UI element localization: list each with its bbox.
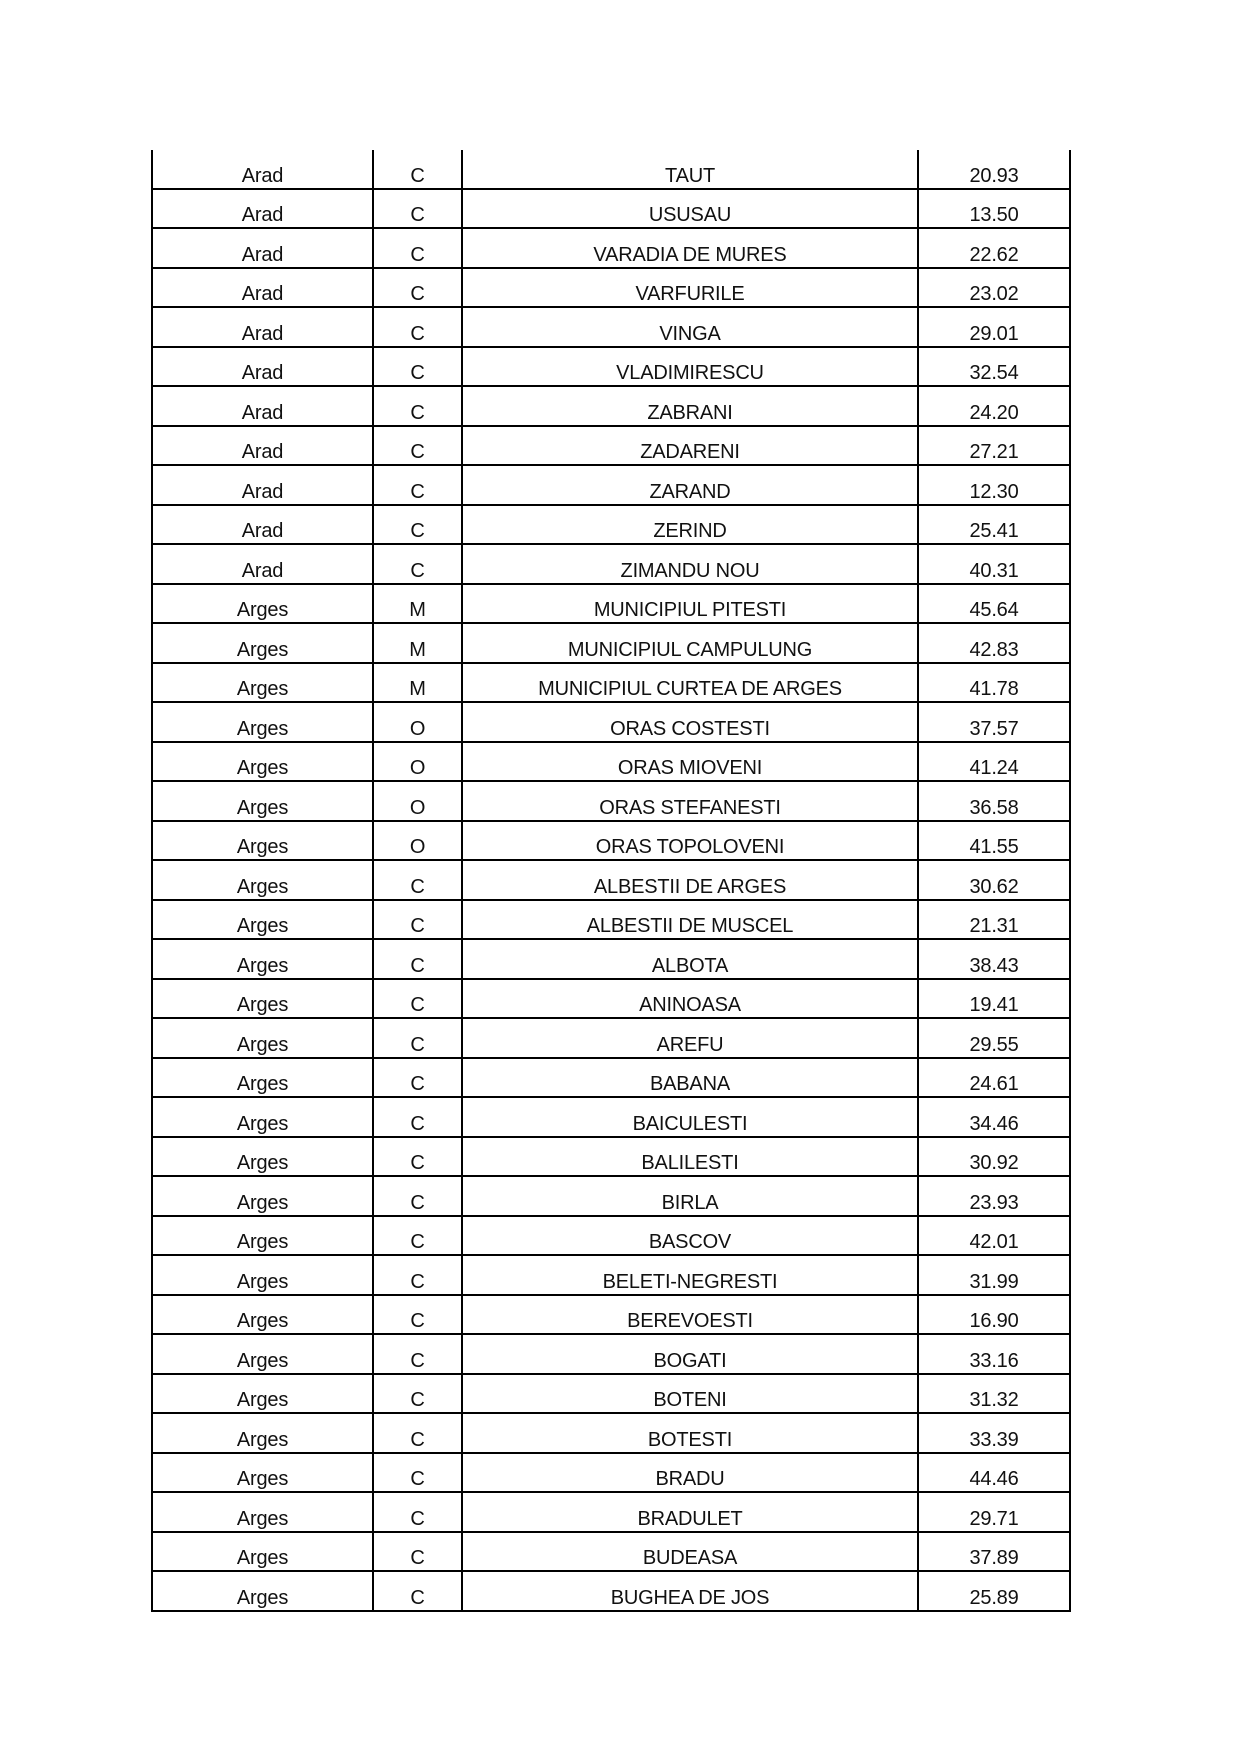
type-cell: C xyxy=(373,347,462,387)
locality-cell: ORAS MIOVENI xyxy=(462,742,918,782)
value-cell: 13.50 xyxy=(918,189,1070,229)
county-cell: Arges xyxy=(152,1176,373,1216)
table-row xyxy=(152,900,1070,940)
table-row xyxy=(152,1413,1070,1453)
locality-cell: BUDEASA xyxy=(462,1532,918,1572)
county-cell: Arges xyxy=(152,1532,373,1572)
type-cell: M xyxy=(373,663,462,703)
table-row xyxy=(152,505,1070,545)
table-row xyxy=(152,347,1070,387)
locality-cell: TAUT xyxy=(462,150,918,189)
type-cell: C xyxy=(373,228,462,268)
locality-cell: BOGATI xyxy=(462,1334,918,1374)
type-cell: C xyxy=(373,544,462,584)
type-cell: C xyxy=(373,1453,462,1493)
county-cell: Arges xyxy=(152,781,373,821)
type-cell: C xyxy=(373,860,462,900)
county-cell: Arad xyxy=(152,228,373,268)
table-row xyxy=(152,860,1070,900)
table-row xyxy=(152,544,1070,584)
county-cell: Arad xyxy=(152,426,373,466)
locality-cell: ORAS STEFANESTI xyxy=(462,781,918,821)
locality-cell: ALBESTII DE ARGES xyxy=(462,860,918,900)
type-cell: C xyxy=(373,150,462,189)
table-row xyxy=(152,1058,1070,1098)
type-cell: C xyxy=(373,1176,462,1216)
value-cell: 21.31 xyxy=(918,900,1070,940)
value-cell: 44.46 xyxy=(918,1453,1070,1493)
locality-cell: BEREVOESTI xyxy=(462,1295,918,1335)
type-cell: O xyxy=(373,821,462,861)
value-cell: 42.83 xyxy=(918,623,1070,663)
value-cell: 42.01 xyxy=(918,1216,1070,1256)
value-cell: 25.89 xyxy=(918,1571,1070,1611)
type-cell: M xyxy=(373,584,462,624)
locality-cell: BRADU xyxy=(462,1453,918,1493)
type-cell: C xyxy=(373,189,462,229)
locality-cell: BAICULESTI xyxy=(462,1097,918,1137)
locality-cell: ZERIND xyxy=(462,505,918,545)
locality-cell: MUNICIPIUL PITESTI xyxy=(462,584,918,624)
type-cell: C xyxy=(373,939,462,979)
locality-cell: MUNICIPIUL CURTEA DE ARGES xyxy=(462,663,918,703)
table-row xyxy=(152,1334,1070,1374)
county-cell: Arges xyxy=(152,702,373,742)
value-cell: 41.55 xyxy=(918,821,1070,861)
locality-cell: AREFU xyxy=(462,1018,918,1058)
locality-cell: ALBOTA xyxy=(462,939,918,979)
type-cell: C xyxy=(373,979,462,1019)
type-cell: O xyxy=(373,702,462,742)
county-cell: Arges xyxy=(152,1374,373,1414)
value-cell: 33.16 xyxy=(918,1334,1070,1374)
table-row xyxy=(152,268,1070,308)
type-cell: C xyxy=(373,1018,462,1058)
county-cell: Arad xyxy=(152,505,373,545)
value-cell: 38.43 xyxy=(918,939,1070,979)
locality-cell: ORAS COSTESTI xyxy=(462,702,918,742)
table-row xyxy=(152,150,1070,189)
type-cell: C xyxy=(373,386,462,426)
locality-cell: MUNICIPIUL CAMPULUNG xyxy=(462,623,918,663)
type-cell: C xyxy=(373,1571,462,1611)
locality-cell: VARADIA DE MURES xyxy=(462,228,918,268)
table-row xyxy=(152,742,1070,782)
value-cell: 29.01 xyxy=(918,307,1070,347)
table-row xyxy=(152,189,1070,229)
value-cell: 24.61 xyxy=(918,1058,1070,1098)
table-row xyxy=(152,1295,1070,1335)
table-row xyxy=(152,1571,1070,1611)
type-cell: O xyxy=(373,742,462,782)
type-cell: C xyxy=(373,1058,462,1098)
county-cell: Arges xyxy=(152,742,373,782)
locality-cell: BRADULET xyxy=(462,1492,918,1532)
county-cell: Arges xyxy=(152,1295,373,1335)
value-cell: 29.71 xyxy=(918,1492,1070,1532)
table-row xyxy=(152,426,1070,466)
value-cell: 19.41 xyxy=(918,979,1070,1019)
county-cell: Arad xyxy=(152,386,373,426)
table-row xyxy=(152,1137,1070,1177)
value-cell: 24.20 xyxy=(918,386,1070,426)
county-cell: Arges xyxy=(152,1216,373,1256)
county-cell: Arad xyxy=(152,268,373,308)
table-row xyxy=(152,623,1070,663)
county-cell: Arges xyxy=(152,939,373,979)
county-cell: Arges xyxy=(152,1413,373,1453)
county-cell: Arges xyxy=(152,1492,373,1532)
value-cell: 22.62 xyxy=(918,228,1070,268)
county-cell: Arges xyxy=(152,1571,373,1611)
locality-cell: VARFURILE xyxy=(462,268,918,308)
county-cell: Arges xyxy=(152,584,373,624)
type-cell: C xyxy=(373,465,462,505)
table-row xyxy=(152,702,1070,742)
county-cell: Arad xyxy=(152,465,373,505)
county-cell: Arges xyxy=(152,1334,373,1374)
table-row xyxy=(152,979,1070,1019)
locality-cell: ZABRANI xyxy=(462,386,918,426)
table-row xyxy=(152,1453,1070,1493)
county-cell: Arges xyxy=(152,1255,373,1295)
value-cell: 29.55 xyxy=(918,1018,1070,1058)
locality-cell: ORAS TOPOLOVENI xyxy=(462,821,918,861)
type-cell: C xyxy=(373,1097,462,1137)
value-cell: 36.58 xyxy=(918,781,1070,821)
type-cell: M xyxy=(373,623,462,663)
value-cell: 33.39 xyxy=(918,1413,1070,1453)
type-cell: C xyxy=(373,1413,462,1453)
county-cell: Arad xyxy=(152,150,373,189)
table-row xyxy=(152,1176,1070,1216)
table-row xyxy=(152,821,1070,861)
value-cell: 45.64 xyxy=(918,584,1070,624)
type-cell: C xyxy=(373,1137,462,1177)
type-cell: C xyxy=(373,1492,462,1532)
county-cell: Arad xyxy=(152,189,373,229)
locality-cell: ZIMANDU NOU xyxy=(462,544,918,584)
locality-cell: ALBESTII DE MUSCEL xyxy=(462,900,918,940)
county-cell: Arad xyxy=(152,347,373,387)
table-row xyxy=(152,1255,1070,1295)
locality-cell: VLADIMIRESCU xyxy=(462,347,918,387)
value-cell: 34.46 xyxy=(918,1097,1070,1137)
table-row xyxy=(152,1216,1070,1256)
value-cell: 27.21 xyxy=(918,426,1070,466)
county-cell: Arges xyxy=(152,1018,373,1058)
table-row xyxy=(152,1018,1070,1058)
value-cell: 32.54 xyxy=(918,347,1070,387)
type-cell: C xyxy=(373,268,462,308)
table-row xyxy=(152,939,1070,979)
locality-cell: BALILESTI xyxy=(462,1137,918,1177)
value-cell: 41.24 xyxy=(918,742,1070,782)
type-cell: C xyxy=(373,900,462,940)
locality-cell: BIRLA xyxy=(462,1176,918,1216)
table-row xyxy=(152,584,1070,624)
county-cell: Arges xyxy=(152,1453,373,1493)
county-cell: Arad xyxy=(152,544,373,584)
table-row xyxy=(152,1374,1070,1414)
county-cell: Arges xyxy=(152,1058,373,1098)
value-cell: 31.32 xyxy=(918,1374,1070,1414)
value-cell: 23.02 xyxy=(918,268,1070,308)
locality-cell: VINGA xyxy=(462,307,918,347)
locality-cell: BABANA xyxy=(462,1058,918,1098)
county-cell: Arges xyxy=(152,663,373,703)
locality-cell: BUGHEA DE JOS xyxy=(462,1571,918,1611)
table-row xyxy=(152,307,1070,347)
value-cell: 30.92 xyxy=(918,1137,1070,1177)
value-cell: 40.31 xyxy=(918,544,1070,584)
county-cell: Arges xyxy=(152,1097,373,1137)
locality-cell: ANINOASA xyxy=(462,979,918,1019)
county-cell: Arad xyxy=(152,307,373,347)
locality-cell: ZARAND xyxy=(462,465,918,505)
locality-cell: BOTENI xyxy=(462,1374,918,1414)
type-cell: C xyxy=(373,426,462,466)
table-row xyxy=(152,663,1070,703)
table-body xyxy=(152,150,1070,1611)
type-cell: C xyxy=(373,505,462,545)
value-cell: 30.62 xyxy=(918,860,1070,900)
type-cell: C xyxy=(373,1255,462,1295)
type-cell: C xyxy=(373,1374,462,1414)
value-cell: 16.90 xyxy=(918,1295,1070,1335)
locality-cell: BOTESTI xyxy=(462,1413,918,1453)
value-cell: 37.89 xyxy=(918,1532,1070,1572)
locality-cell: BASCOV xyxy=(462,1216,918,1256)
county-cell: Arges xyxy=(152,979,373,1019)
table-row xyxy=(152,228,1070,268)
county-cell: Arges xyxy=(152,1137,373,1177)
type-cell: C xyxy=(373,1532,462,1572)
value-cell: 20.93 xyxy=(918,150,1070,189)
type-cell: C xyxy=(373,1295,462,1335)
locality-table xyxy=(151,150,1071,1612)
table-row xyxy=(152,386,1070,426)
table-row xyxy=(152,1097,1070,1137)
value-cell: 37.57 xyxy=(918,702,1070,742)
type-cell: C xyxy=(373,1334,462,1374)
locality-cell: ZADARENI xyxy=(462,426,918,466)
locality-cell: BELETI-NEGRESTI xyxy=(462,1255,918,1295)
value-cell: 25.41 xyxy=(918,505,1070,545)
value-cell: 41.78 xyxy=(918,663,1070,703)
type-cell: C xyxy=(373,1216,462,1256)
value-cell: 31.99 xyxy=(918,1255,1070,1295)
county-cell: Arges xyxy=(152,900,373,940)
table-row xyxy=(152,1492,1070,1532)
table-row xyxy=(152,1532,1070,1572)
value-cell: 23.93 xyxy=(918,1176,1070,1216)
value-cell: 12.30 xyxy=(918,465,1070,505)
type-cell: O xyxy=(373,781,462,821)
type-cell: C xyxy=(373,307,462,347)
locality-cell: USUSAU xyxy=(462,189,918,229)
table-row xyxy=(152,465,1070,505)
county-cell: Arges xyxy=(152,860,373,900)
county-cell: Arges xyxy=(152,821,373,861)
county-cell: Arges xyxy=(152,623,373,663)
table-row xyxy=(152,781,1070,821)
